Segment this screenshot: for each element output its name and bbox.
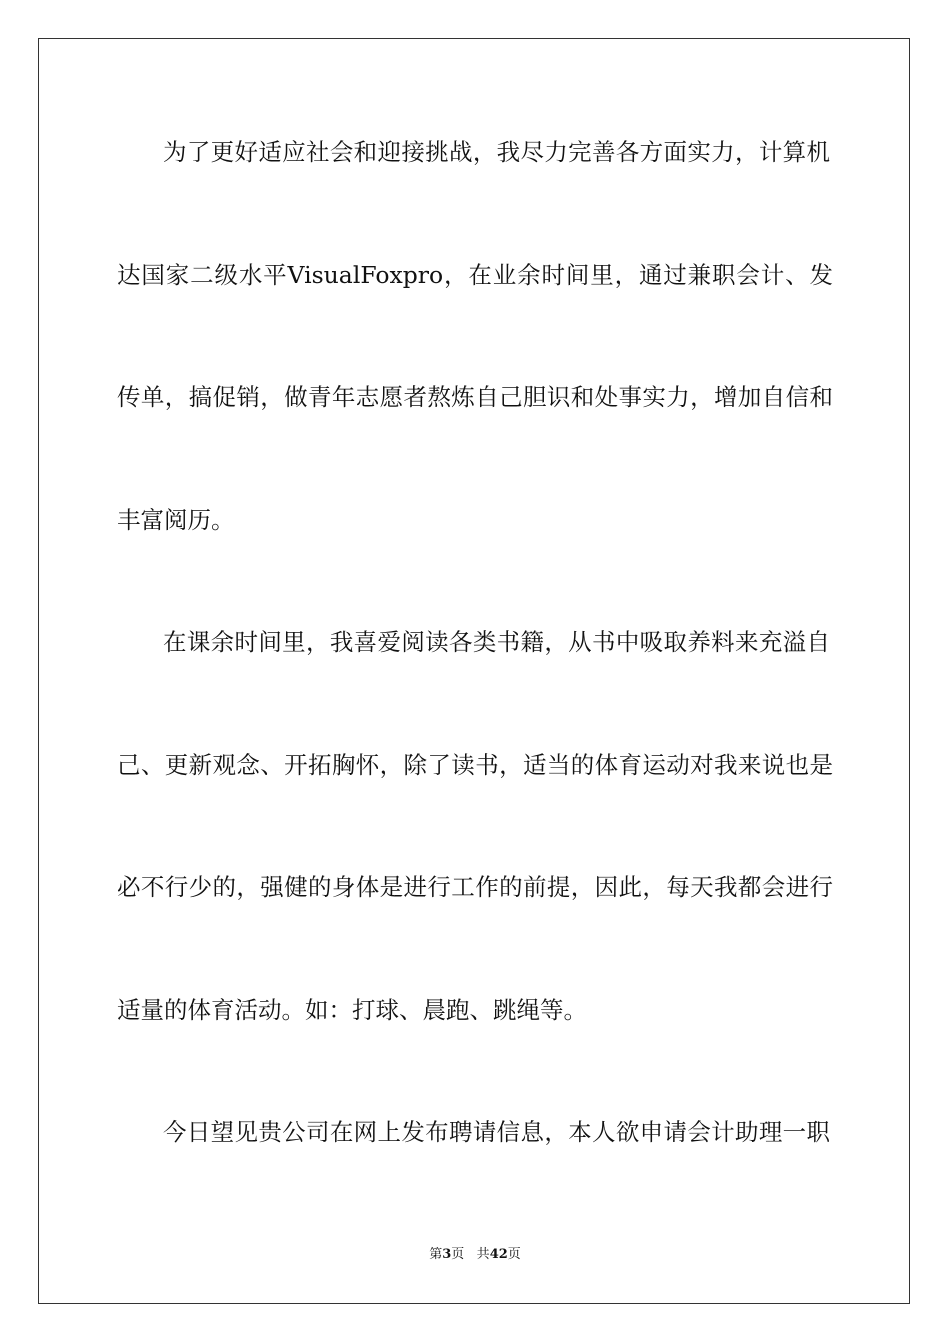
footer-page-number: 3 [442, 1247, 452, 1262]
paragraph-2-line-4: 适量的体育活动。如：打球、晨跑、跳绳等。 [117, 996, 587, 1024]
footer-page-prefix: 第 [429, 1247, 443, 1262]
paragraph-3-line-1: 今日望见贵公司在网上发布聘请信息，本人欲申请会计助理一职 [163, 1118, 830, 1146]
paragraph-2-line-2: 己、更新观念、开拓胸怀，除了读书，适当的体育运动对我来说也是 [117, 751, 833, 779]
footer-total-pages: 42 [489, 1247, 508, 1262]
paragraph-1-line-1: 为了更好适应社会和迎接挑战，我尽力完善各方面实力，计算机 [163, 138, 830, 166]
paragraph-1-line-3: 传单，搞促销，做青年志愿者熬炼自己胆识和处事实力，增加自信和 [117, 383, 833, 411]
page-footer [0, 1246, 950, 1264]
paragraph-1-line-4: 丰富阅历。 [117, 506, 235, 534]
paragraph-2-line-3: 必不行少的，强健的身体是进行工作的前提，因此，每天我都会进行 [117, 873, 833, 901]
footer-total-prefix: 共 [476, 1247, 490, 1262]
paragraph-1-line-2: 达国家二级水平VisualFoxpro，在业余时间里，通过兼职会计、发 [117, 261, 833, 289]
page-border [38, 38, 910, 1304]
paragraph-2-line-1: 在课余时间里，我喜爱阅读各类书籍，从书中吸取养料来充溢自 [163, 628, 830, 656]
footer-page-suffix: 页 [451, 1247, 465, 1262]
footer-total-suffix: 页 [507, 1247, 521, 1262]
